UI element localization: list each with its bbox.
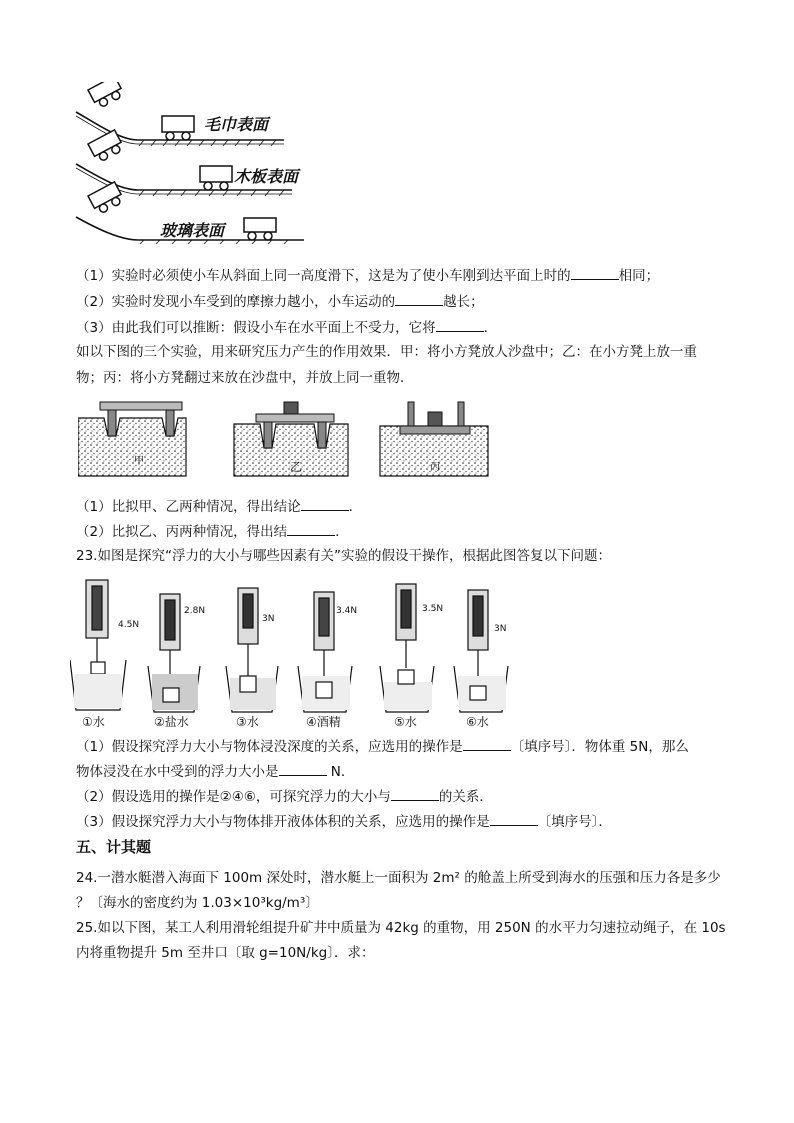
tray-label-bing: 丙 [430,462,440,473]
q24-line1: 24.一潜水艇潜入海面下 100m 深处时，潜水艇上一面积为 2m² 的舱盖上所受到海水的压强和压力各是多少 [76,870,721,886]
surface-label-towel: 毛巾表面 [204,115,269,134]
caption-4: ④酒精 [306,715,341,729]
caption-2: ②盐水 [154,715,189,729]
pressure-q2: （2）比拟乙、丙两种情况，得出结 . [76,521,339,542]
tray-label-yi: 乙 [290,460,303,474]
caption-5: ⑤水 [394,715,417,729]
answer-blank[interactable] [391,786,439,801]
pressure-q1: （1）比拟甲、乙两种情况，得出结论 . [76,496,353,517]
reading-5: 3.5N [422,604,444,614]
tray-label-jia: 甲 [134,456,144,467]
buoyancy-drawing [70,578,520,730]
answer-blank[interactable] [287,521,335,536]
answer-blank[interactable] [436,317,484,332]
reading-2: 2.8N [184,606,206,616]
reading-6: 3N [494,624,507,634]
buoyancy-figure [70,578,520,730]
q25-line2: 内将重物提升 5m 至井口〔取 g=10N/kg〕．求： [76,945,375,961]
answer-blank[interactable] [395,291,443,306]
pressure-intro-1: 如以下图的三个实验，用来研究压力产生的作用效果．甲：将小方凳放人沙盘中；乙：在小方凳上放一重 [76,344,697,360]
caption-1: ①水 [82,715,105,729]
answer-blank[interactable] [301,496,349,511]
reading-4: 3.4N [336,606,358,616]
answer-blank[interactable] [571,265,619,280]
q23-part2: （2）假设选用的操作是②④⑥，可探究浮力的大小与 的关系． [76,786,493,807]
car-q3: （3）由此我们可以推断：假设小车在水平面上不受力，它将 . [76,317,488,338]
q23-part3: （3）假设探究浮力大小与物体排开液体体积的关系，应选用的操作是 〔填序号〕． [76,811,612,832]
car-q1: （1）实验时必须使小车从斜面上同一高度滑下，这是为了使小车刚到达平面上时的 相同； [76,265,659,286]
section-heading: 五、计其题 [76,838,152,856]
caption-3: ③水 [236,715,259,729]
q25-line1: 25.如以下图，某工人利用滑轮组提升矿井中质量为 42kg 的重物，用 250N 的水平力匀速拉动绳子，在 10s [76,920,726,936]
q23-part1-line2: 物体浸没在水中受到的浮力大小是 N． [76,761,354,782]
q24-line2: ？〔海水的密度约为 1.03×10³kg/m³〕 [76,895,319,911]
q23-part1-line1: （1）假设探究浮力大小与物体浸没深度的关系，应选用的操作是 〔填序号〕．物体重 5N，那么 [76,736,689,757]
reading-3: 3N [262,614,275,624]
answer-blank[interactable] [279,761,327,776]
surface-label-glass: 玻璃表面 [160,221,225,240]
surface-label-wood: 木板表面 [234,167,299,186]
reading-1: 4.5N [118,620,140,630]
caption-6: ⑥水 [466,715,489,729]
pressure-intro-2: 物；丙：将小方凳翻过来放在沙盘中，并放上同一重物． [76,370,414,386]
q23-stem: 23.如图是探究“浮力的大小与哪些因素有关”实验的假设干操作，根据此图答复以下问题： [76,548,611,564]
answer-blank[interactable] [490,811,538,826]
answer-blank[interactable] [463,736,511,751]
car-q2: （2）实验时发现小车受到的摩擦力越小，小车运动的 越长； [76,291,484,312]
